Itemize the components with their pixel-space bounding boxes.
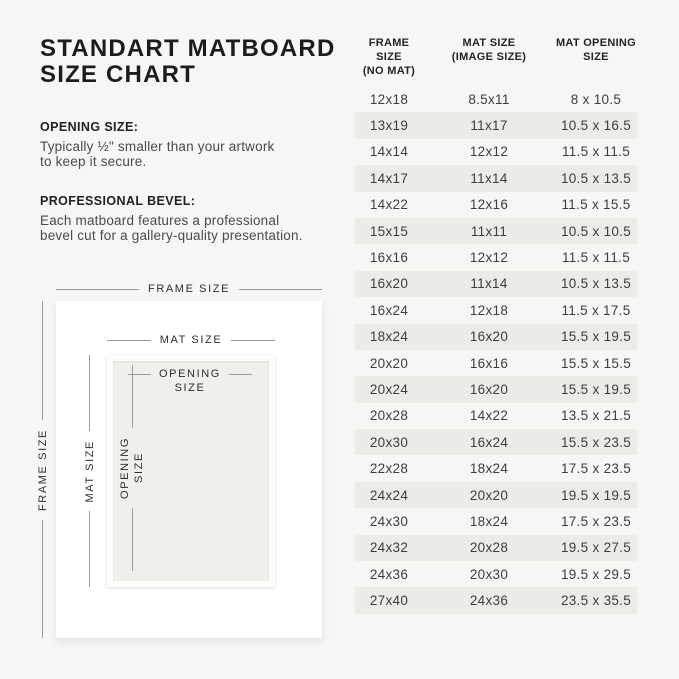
table-cell: 15.5 x 15.5 [560,355,632,371]
table-cell: 19.5 x 29.5 [560,566,632,582]
table-cell: 24x24 [369,487,409,503]
table-cell: 11.5 x 11.5 [561,144,631,160]
table-cell: 16x16 [469,355,509,371]
label-line [42,520,43,639]
table-cell: 11x14 [470,276,508,292]
size-table-rows [355,86,637,614]
label-line [132,508,133,571]
table-cell: 11.5 x 17.5 [561,302,631,318]
table-cell: 16x20 [469,381,509,397]
table-row [355,244,637,270]
table-cell: 20x20 [369,355,409,371]
table-cell: 24x36 [469,593,509,609]
table-cell: 18x24 [469,461,509,477]
table-header-cell: FRAME SIZE (NO MAT) [362,37,416,77]
table-cell: 12x12 [469,250,509,266]
table-cell: 11x17 [470,118,508,134]
table-cell: 19.5 x 19.5 [560,487,632,503]
frame-size-label-text: FRAME SIZE [148,283,231,295]
table-cell: 14x17 [369,170,409,186]
label-line [107,340,151,341]
table-cell: 16x20 [369,276,409,292]
table-row [355,139,637,165]
table-row [355,165,637,191]
label-line [42,301,43,420]
table-row [355,429,637,455]
table-row [355,403,637,429]
label-line [89,355,90,431]
opening-size-label-vertical [117,365,147,571]
table-cell: 24x30 [369,513,409,529]
label-line [229,374,252,375]
table-row [355,535,637,561]
professional-bevel-section [40,194,345,244]
table-cell: 12x18 [469,302,509,318]
table-cell: 20x28 [469,540,509,556]
table-cell: 13x19 [369,118,409,134]
table-cell: 13.5 x 21.5 [560,408,632,424]
table-row [355,376,637,402]
table-row [355,508,637,534]
table-cell: 14x22 [469,408,509,424]
table-cell: 27x40 [369,593,409,609]
table-cell: 18x24 [369,329,409,345]
table-header-cell: MAT OPENING SIZE [555,37,637,63]
table-cell: 15.5 x 23.5 [560,434,632,450]
table-cell: 17.5 x 23.5 [560,513,632,529]
table-row [355,587,637,613]
table-cell: 20x20 [469,487,509,503]
table-cell: 22x28 [369,461,409,477]
size-table-header [355,36,637,78]
table-cell: 23.5 x 35.5 [560,593,632,609]
table-cell: 24x32 [369,540,409,556]
table-row [355,86,637,112]
opening-size-label-text: OPENING SIZE [119,437,145,499]
table-cell: 12x18 [369,91,409,107]
table-cell: 24x36 [369,566,409,582]
frame-size-label-vertical [36,301,49,638]
table-row [355,297,637,323]
table-cell: 16x20 [469,329,509,345]
table-cell: 17.5 x 23.5 [560,461,632,477]
label-line [132,365,133,428]
table-cell: 19.5 x 27.5 [560,540,632,556]
frame-size-label-horizontal [56,283,322,295]
table-row [355,192,637,218]
table-cell: 10.5 x 16.5 [560,118,632,134]
table-cell: 15.5 x 19.5 [560,381,632,397]
section-heading: PROFESSIONAL BEVEL: [40,194,196,208]
label-line [239,289,322,290]
opening-size-label-text: OPENING SIZE [159,368,221,394]
table-row [355,561,637,587]
mat-size-label-text: MAT SIZE [83,439,96,503]
table-cell: 20x28 [369,408,409,424]
table-cell: 11.5 x 15.5 [561,197,631,213]
table-cell: 12x16 [469,197,509,213]
table-cell: 10.5 x 10.5 [560,223,632,239]
table-cell: 16x24 [369,302,409,318]
mat-size-label-text: MAT SIZE [159,334,223,346]
table-cell: 14x14 [369,144,409,160]
label-line [231,340,275,341]
table-cell: 11x11 [470,223,508,239]
page-title: STANDART MATBOARD SIZE CHART [40,35,336,89]
table-cell: 10.5 x 13.5 [560,276,632,292]
table-cell: 10.5 x 13.5 [560,170,632,186]
table-cell: 11.5 x 11.5 [561,250,631,266]
table-cell: 12x12 [469,144,509,160]
opening-size-section [40,120,345,170]
table-cell: 11x14 [470,170,508,186]
table-cell: 8.5x11 [468,91,510,107]
table-cell: 16x24 [469,434,509,450]
table-cell: 15x15 [369,223,409,239]
table-header-cell: MAT SIZE (IMAGE SIZE) [451,37,527,63]
table-cell: 14x22 [369,197,409,213]
table-cell: 16x16 [369,250,409,266]
table-row [355,455,637,481]
table-row [355,482,637,508]
table-row [355,112,637,138]
mat-size-label-horizontal [107,334,275,346]
mat-size-label-vertical [83,355,96,587]
label-line [56,289,139,290]
section-body: Typically ½" smaller than your artwork to keep it secure. [40,139,275,170]
frame-size-label-text: FRAME SIZE [36,428,49,511]
table-cell: 20x30 [469,566,509,582]
table-cell: 15.5 x 19.5 [560,329,632,345]
table-cell: 18x24 [469,513,509,529]
table-row [355,218,637,244]
table-row [355,324,637,350]
table-cell: 8 x 10.5 [570,91,622,107]
table-row [355,350,637,376]
label-line [89,511,90,587]
section-heading: OPENING SIZE: [40,120,139,134]
table-row [355,271,637,297]
table-cell: 20x24 [369,381,409,397]
table-cell: 20x30 [369,434,409,450]
section-body: Each matboard features a professional bevel cut for a gallery-quality presentation. [40,213,303,244]
